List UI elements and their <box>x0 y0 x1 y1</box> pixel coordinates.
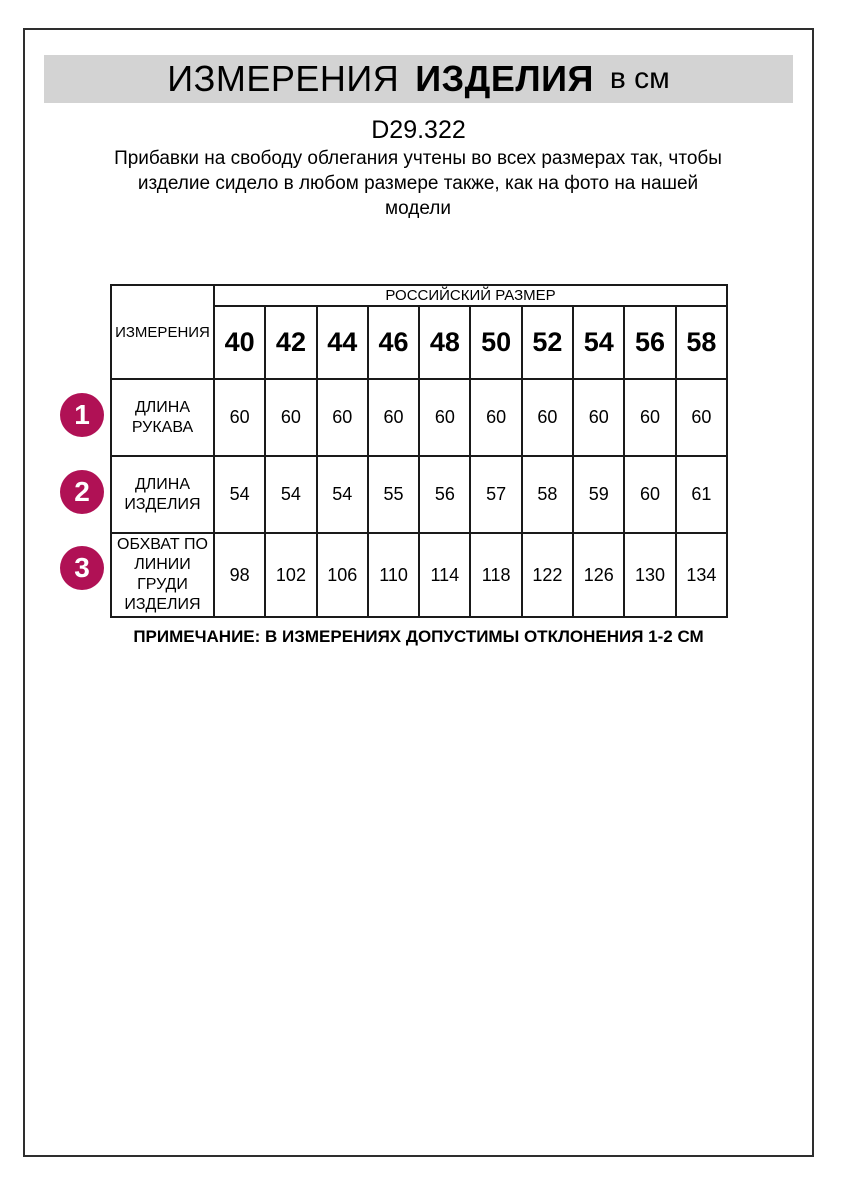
value-cell: 134 <box>676 533 727 617</box>
row-label: ОБХВАТ ПО ЛИНИИ ГРУДИ ИЗДЕЛИЯ <box>111 533 214 617</box>
measurements-column-header: ИЗМЕРЕНИЯ <box>111 285 214 379</box>
model-code: D29.322 <box>371 116 466 144</box>
size-col-header: 44 <box>317 306 368 379</box>
row-label: ДЛИНА РУКАВА <box>111 379 214 456</box>
value-cell: 61 <box>676 456 727 533</box>
size-col-header: 54 <box>573 306 624 379</box>
value-cell: 60 <box>573 379 624 456</box>
value-cell: 114 <box>419 533 470 617</box>
value-cell: 130 <box>624 533 675 617</box>
value-cell: 60 <box>214 379 265 456</box>
title-product: ИЗДЕЛИЯ <box>415 58 594 99</box>
value-cell: 54 <box>265 456 316 533</box>
value-cell: 60 <box>522 379 573 456</box>
badge-digit: 2 <box>74 476 90 507</box>
value-cell: 102 <box>265 533 316 617</box>
value-cell: 126 <box>573 533 624 617</box>
value-cell: 57 <box>470 456 521 533</box>
value-cell: 54 <box>317 456 368 533</box>
measurements-table <box>110 284 728 618</box>
row-number-badge-2 <box>60 470 104 514</box>
size-col-header: 52 <box>522 306 573 379</box>
tolerance-note: ПРИМЕЧАНИЕ: В ИЗМЕРЕНИЯХ ДОПУСТИМЫ ОТКЛОНЕНИЯ 1-2 СМ <box>133 627 704 646</box>
badge-digit: 1 <box>74 399 90 430</box>
value-cell: 54 <box>214 456 265 533</box>
value-cell: 60 <box>676 379 727 456</box>
row-number-badge-3 <box>60 546 104 590</box>
value-cell: 60 <box>419 379 470 456</box>
row-number-badge-1 <box>60 393 104 437</box>
size-col-header: 40 <box>214 306 265 379</box>
value-cell: 60 <box>265 379 316 456</box>
table-row-product-length <box>111 456 727 533</box>
title-unit-cm: в см <box>609 62 670 95</box>
value-cell: 55 <box>368 456 419 533</box>
table-row-sleeve-length <box>111 379 727 456</box>
value-cell: 59 <box>573 456 624 533</box>
size-col-header: 58 <box>676 306 727 379</box>
value-cell: 98 <box>214 533 265 617</box>
table-row-chest-girth <box>111 533 727 617</box>
value-cell: 58 <box>522 456 573 533</box>
size-col-header: 42 <box>265 306 316 379</box>
value-cell: 60 <box>624 379 675 456</box>
size-group-header-row <box>111 285 727 306</box>
value-cell: 56 <box>419 456 470 533</box>
value-cell: 122 <box>522 533 573 617</box>
title-measurements: ИЗМЕРЕНИЯ <box>167 58 400 99</box>
value-cell: 118 <box>470 533 521 617</box>
value-cell: 110 <box>368 533 419 617</box>
size-col-header: 46 <box>368 306 419 379</box>
row-label: ДЛИНА ИЗДЕЛИЯ <box>111 456 214 533</box>
value-cell: 60 <box>624 456 675 533</box>
size-col-header: 50 <box>470 306 521 379</box>
value-cell: 106 <box>317 533 368 617</box>
badge-digit: 3 <box>74 552 90 583</box>
value-cell: 60 <box>470 379 521 456</box>
fit-description: Прибавки на свободу облегания учтены во всех размерах так, чтобы изделие сидело в любом размере также, как на фото на нашей модели <box>114 148 722 219</box>
size-col-header: 56 <box>624 306 675 379</box>
value-cell: 60 <box>368 379 419 456</box>
title-bar <box>44 55 793 103</box>
russian-size-header: РОССИЙСКИЙ РАЗМЕР <box>214 285 727 306</box>
size-col-header: 48 <box>419 306 470 379</box>
value-cell: 60 <box>317 379 368 456</box>
